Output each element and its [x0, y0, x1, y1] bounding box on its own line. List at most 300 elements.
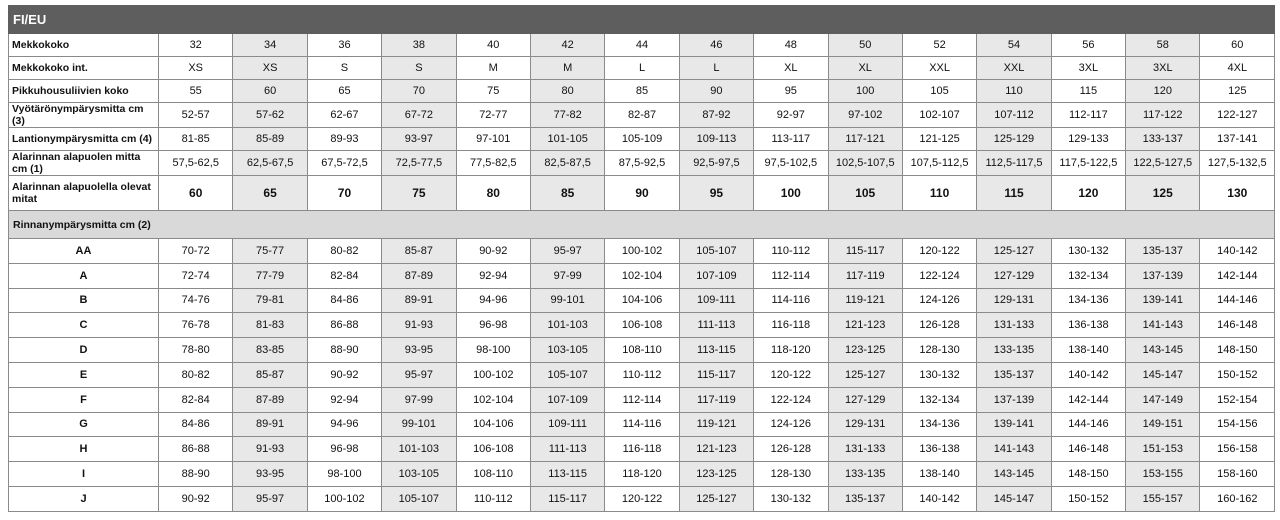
table-cell: 94-96 — [307, 412, 381, 437]
table-cell: M — [530, 57, 604, 80]
table-cell: 142-144 — [1051, 387, 1125, 412]
table-cell: 85-87 — [233, 362, 307, 387]
table-cell: 96-98 — [307, 437, 381, 462]
cup-label: C — [9, 313, 159, 338]
table-cell: 54 — [977, 34, 1051, 57]
table-cell: 90-92 — [159, 486, 233, 511]
table-cell: 80-82 — [307, 239, 381, 264]
table-cell: 110-112 — [605, 362, 679, 387]
table-cell: 110-112 — [754, 239, 828, 264]
table-cell: 82,5-87,5 — [530, 151, 604, 176]
table-cell: 75-77 — [233, 239, 307, 264]
table-cell: 118-120 — [754, 338, 828, 363]
table-cell: 93-95 — [233, 462, 307, 487]
table-cell: 95 — [679, 176, 753, 211]
table-cell: 78-80 — [159, 338, 233, 363]
table-cell: 139-141 — [1126, 288, 1200, 313]
table-cell: 140-142 — [1200, 239, 1275, 264]
table-cell: 107,5-112,5 — [902, 151, 976, 176]
table-cell: 114-116 — [605, 412, 679, 437]
table-cell: 86-88 — [159, 437, 233, 462]
row-label: Lantionympärysmitta cm (4) — [9, 128, 159, 151]
table-cell: 80 — [456, 176, 530, 211]
table-cell: 108-110 — [605, 338, 679, 363]
table-cell: 36 — [307, 34, 381, 57]
section-label: Rinnanympärysmitta cm (2) — [9, 211, 1275, 239]
table-cell: 82-84 — [307, 263, 381, 288]
table-cell: 127-129 — [977, 263, 1051, 288]
table-cell: XXL — [902, 57, 976, 80]
table-cell: 72-77 — [456, 103, 530, 128]
table-cell: 123-125 — [679, 462, 753, 487]
cup-row — [9, 462, 1275, 487]
table-cell: 125 — [1200, 80, 1275, 103]
table-cell: 90 — [605, 176, 679, 211]
table-cell: 85-87 — [382, 239, 456, 264]
table-cell: 131-133 — [828, 437, 902, 462]
table-cell: 97-102 — [828, 103, 902, 128]
table-cell: 144-146 — [1051, 412, 1125, 437]
table-cell: S — [307, 57, 381, 80]
table-cell: 124-126 — [754, 412, 828, 437]
table-cell: 110 — [902, 176, 976, 211]
table-cell: 129-131 — [828, 412, 902, 437]
table-cell: 119-121 — [828, 288, 902, 313]
table-cell: 75 — [382, 176, 456, 211]
table-cell: 91-93 — [233, 437, 307, 462]
table-cell: 65 — [307, 80, 381, 103]
table-cell: 102,5-107,5 — [828, 151, 902, 176]
table-cell: 155-157 — [1126, 486, 1200, 511]
table-cell: 102-104 — [605, 263, 679, 288]
table-cell: 103-105 — [382, 462, 456, 487]
table-cell: 148-150 — [1200, 338, 1275, 363]
table-cell: 154-156 — [1200, 412, 1275, 437]
table-title: FI/EU — [9, 6, 1275, 34]
table-cell: 156-158 — [1200, 437, 1275, 462]
table-cell: 129-131 — [977, 288, 1051, 313]
table-cell: 101-103 — [382, 437, 456, 462]
table-cell: 145-147 — [1126, 362, 1200, 387]
table-cell: 126-128 — [754, 437, 828, 462]
cup-row — [9, 387, 1275, 412]
table-cell: 152-154 — [1200, 387, 1275, 412]
table-cell: 99-101 — [382, 412, 456, 437]
table-cell: 125-129 — [977, 128, 1051, 151]
table-cell: 67-72 — [382, 103, 456, 128]
table-cell: 116-118 — [605, 437, 679, 462]
table-cell: 143-145 — [977, 462, 1051, 487]
table-cell: 120-122 — [754, 362, 828, 387]
table-cell: 118-120 — [605, 462, 679, 487]
table-cell: 89-91 — [382, 288, 456, 313]
table-cell: 60 — [233, 80, 307, 103]
table-cell: 117-119 — [679, 387, 753, 412]
row-label: Alarinnan alapuolella olevat mitat — [9, 176, 159, 211]
table-cell: 144-146 — [1200, 288, 1275, 313]
table-cell: 40 — [456, 34, 530, 57]
table-cell: 109-111 — [530, 412, 604, 437]
table-cell: 88-90 — [307, 338, 381, 363]
table-cell: 62,5-67,5 — [233, 151, 307, 176]
table-cell: 93-95 — [382, 338, 456, 363]
table-cell: 107-112 — [977, 103, 1051, 128]
table-row — [9, 103, 1275, 128]
table-cell: S — [382, 57, 456, 80]
table-cell: 117-122 — [1126, 103, 1200, 128]
table-cell: 131-133 — [977, 313, 1051, 338]
table-cell: 65 — [233, 176, 307, 211]
table-cell: 32 — [159, 34, 233, 57]
table-cell: 101-103 — [530, 313, 604, 338]
table-cell: 95-97 — [382, 362, 456, 387]
table-cell: 108-110 — [456, 462, 530, 487]
table-cell: 135-137 — [1126, 239, 1200, 264]
size-chart — [8, 5, 1274, 512]
table-cell: 145-147 — [977, 486, 1051, 511]
table-cell: 117,5-122,5 — [1051, 151, 1125, 176]
table-cell: 134-136 — [902, 412, 976, 437]
cup-row — [9, 288, 1275, 313]
table-cell: 42 — [530, 34, 604, 57]
table-cell: 55 — [159, 80, 233, 103]
cup-row — [9, 338, 1275, 363]
size-table — [8, 5, 1275, 512]
cup-row — [9, 239, 1275, 264]
table-cell: 110-112 — [456, 486, 530, 511]
table-cell: 91-93 — [382, 313, 456, 338]
table-cell: 112,5-117,5 — [977, 151, 1051, 176]
table-cell: 94-96 — [456, 288, 530, 313]
table-cell: 80-82 — [159, 362, 233, 387]
table-cell: 104-106 — [605, 288, 679, 313]
table-cell: 117-119 — [828, 263, 902, 288]
table-cell: 105-107 — [382, 486, 456, 511]
table-cell: 57-62 — [233, 103, 307, 128]
table-cell: 104-106 — [456, 412, 530, 437]
table-cell: 44 — [605, 34, 679, 57]
table-cell: 3XL — [1126, 57, 1200, 80]
table-cell: 100 — [828, 80, 902, 103]
table-cell: M — [456, 57, 530, 80]
table-cell: 97-101 — [456, 128, 530, 151]
table-cell: 60 — [1200, 34, 1275, 57]
table-cell: 148-150 — [1051, 462, 1125, 487]
cup-label: A — [9, 263, 159, 288]
table-cell: 74-76 — [159, 288, 233, 313]
table-cell: 135-137 — [828, 486, 902, 511]
table-cell: 97,5-102,5 — [754, 151, 828, 176]
table-cell: 132-134 — [902, 387, 976, 412]
table-cell: XS — [159, 57, 233, 80]
row-label: Alarinnan alapuolen mitta cm (1) — [9, 151, 159, 176]
cup-label: B — [9, 288, 159, 313]
table-cell: 90-92 — [456, 239, 530, 264]
table-cell: 99-101 — [530, 288, 604, 313]
table-cell: 90-92 — [307, 362, 381, 387]
row-label: Mekkokoko int. — [9, 57, 159, 80]
table-cell: 70 — [307, 176, 381, 211]
table-cell: 81-85 — [159, 128, 233, 151]
table-cell: 141-143 — [1126, 313, 1200, 338]
table-cell: 127-129 — [828, 387, 902, 412]
table-cell: 125 — [1126, 176, 1200, 211]
table-cell: 160-162 — [1200, 486, 1275, 511]
table-cell: 123-125 — [828, 338, 902, 363]
table-cell: 87-89 — [382, 263, 456, 288]
table-cell: 86-88 — [307, 313, 381, 338]
table-cell: 150-152 — [1051, 486, 1125, 511]
section-row — [9, 211, 1275, 239]
table-cell: 52 — [902, 34, 976, 57]
table-cell: 100-102 — [456, 362, 530, 387]
table-cell: 95 — [754, 80, 828, 103]
table-cell: 34 — [233, 34, 307, 57]
table-cell: 70 — [382, 80, 456, 103]
table-cell: 111-113 — [679, 313, 753, 338]
table-cell: 115 — [1051, 80, 1125, 103]
table-cell: 130-132 — [1051, 239, 1125, 264]
table-cell: XL — [828, 57, 902, 80]
table-cell: 3XL — [1051, 57, 1125, 80]
table-cell: 82-84 — [159, 387, 233, 412]
table-cell: 100-102 — [307, 486, 381, 511]
table-cell: L — [679, 57, 753, 80]
table-cell: 133-137 — [1126, 128, 1200, 151]
table-cell: 125-127 — [679, 486, 753, 511]
cup-label: F — [9, 387, 159, 412]
cup-row — [9, 313, 1275, 338]
table-cell: 95-97 — [530, 239, 604, 264]
table-cell: 114-116 — [754, 288, 828, 313]
table-cell: 62-67 — [307, 103, 381, 128]
cup-label: D — [9, 338, 159, 363]
table-cell: 105 — [828, 176, 902, 211]
table-cell: L — [605, 57, 679, 80]
table-row — [9, 57, 1275, 80]
table-cell: 83-85 — [233, 338, 307, 363]
table-cell: 109-113 — [679, 128, 753, 151]
table-cell: 38 — [382, 34, 456, 57]
table-cell: 120 — [1051, 176, 1125, 211]
table-row — [9, 80, 1275, 103]
table-cell: 120-122 — [605, 486, 679, 511]
table-cell: 124-126 — [902, 288, 976, 313]
table-cell: 149-151 — [1126, 412, 1200, 437]
row-label: Pikkuhousuliivien koko — [9, 80, 159, 103]
table-cell: 105-107 — [530, 362, 604, 387]
table-cell: 109-111 — [679, 288, 753, 313]
table-cell: 98-100 — [307, 462, 381, 487]
table-cell: 113-117 — [754, 128, 828, 151]
table-cell: 46 — [679, 34, 753, 57]
table-cell: 120 — [1126, 80, 1200, 103]
table-cell: 137-141 — [1200, 128, 1275, 151]
table-cell: 140-142 — [902, 486, 976, 511]
table-cell: 151-153 — [1126, 437, 1200, 462]
table-cell: 133-135 — [828, 462, 902, 487]
table-row — [9, 34, 1275, 57]
cup-label: E — [9, 362, 159, 387]
table-cell: 50 — [828, 34, 902, 57]
cup-row — [9, 362, 1275, 387]
table-cell: 121-125 — [902, 128, 976, 151]
table-cell: 52-57 — [159, 103, 233, 128]
table-cell: 58 — [1126, 34, 1200, 57]
table-cell: 92-94 — [307, 387, 381, 412]
table-cell: 141-143 — [977, 437, 1051, 462]
table-cell: 134-136 — [1051, 288, 1125, 313]
table-cell: 133-135 — [977, 338, 1051, 363]
table-cell: 103-105 — [530, 338, 604, 363]
table-cell: 139-141 — [977, 412, 1051, 437]
table-cell: 122,5-127,5 — [1126, 151, 1200, 176]
table-cell: 129-133 — [1051, 128, 1125, 151]
table-cell: 92,5-97,5 — [679, 151, 753, 176]
table-cell: 135-137 — [977, 362, 1051, 387]
table-cell: 106-108 — [456, 437, 530, 462]
table-cell: 84-86 — [159, 412, 233, 437]
table-cell: 80 — [530, 80, 604, 103]
cup-row — [9, 486, 1275, 511]
table-cell: 112-114 — [605, 387, 679, 412]
table-cell: 87-92 — [679, 103, 753, 128]
table-cell: 143-145 — [1126, 338, 1200, 363]
table-cell: 126-128 — [902, 313, 976, 338]
cup-row — [9, 437, 1275, 462]
table-cell: 97-99 — [530, 263, 604, 288]
table-cell: 136-138 — [902, 437, 976, 462]
table-cell: 48 — [754, 34, 828, 57]
title-row — [9, 6, 1275, 34]
cup-label: AA — [9, 239, 159, 264]
table-cell: 122-124 — [754, 387, 828, 412]
table-cell: 85 — [605, 80, 679, 103]
table-cell: 96-98 — [456, 313, 530, 338]
table-cell: 121-123 — [679, 437, 753, 462]
table-cell: 125-127 — [977, 239, 1051, 264]
table-cell: XL — [754, 57, 828, 80]
table-row — [9, 128, 1275, 151]
table-cell: 150-152 — [1200, 362, 1275, 387]
table-cell: 101-105 — [530, 128, 604, 151]
table-cell: 77-79 — [233, 263, 307, 288]
table-cell: 136-138 — [1051, 313, 1125, 338]
table-cell: 138-140 — [1051, 338, 1125, 363]
table-cell: 107-109 — [530, 387, 604, 412]
table-cell: 125-127 — [828, 362, 902, 387]
table-cell: 81-83 — [233, 313, 307, 338]
table-cell: 128-130 — [754, 462, 828, 487]
table-cell: 115 — [977, 176, 1051, 211]
table-cell: 106-108 — [605, 313, 679, 338]
table-cell: 89-91 — [233, 412, 307, 437]
table-cell: XS — [233, 57, 307, 80]
table-cell: 92-94 — [456, 263, 530, 288]
table-cell: 128-130 — [902, 338, 976, 363]
table-cell: 84-86 — [307, 288, 381, 313]
table-cell: 147-149 — [1126, 387, 1200, 412]
table-cell: 60 — [159, 176, 233, 211]
table-cell: XXL — [977, 57, 1051, 80]
row-label: Vyötärönympärysmitta cm (3) — [9, 103, 159, 128]
table-cell: 95-97 — [233, 486, 307, 511]
table-cell: 140-142 — [1051, 362, 1125, 387]
table-cell: 119-121 — [679, 412, 753, 437]
table-cell: 57,5-62,5 — [159, 151, 233, 176]
table-cell: 88-90 — [159, 462, 233, 487]
cup-label: H — [9, 437, 159, 462]
table-cell: 153-155 — [1126, 462, 1200, 487]
cup-label: J — [9, 486, 159, 511]
table-cell: 70-72 — [159, 239, 233, 264]
table-cell: 100 — [754, 176, 828, 211]
table-row — [9, 176, 1275, 211]
table-cell: 93-97 — [382, 128, 456, 151]
table-cell: 102-104 — [456, 387, 530, 412]
table-cell: 130-132 — [754, 486, 828, 511]
table-cell: 127,5-132,5 — [1200, 151, 1275, 176]
table-cell: 121-123 — [828, 313, 902, 338]
table-cell: 4XL — [1200, 57, 1275, 80]
table-cell: 77-82 — [530, 103, 604, 128]
cup-label: I — [9, 462, 159, 487]
row-label: Mekkokoko — [9, 34, 159, 57]
table-cell: 130 — [1200, 176, 1275, 211]
table-cell: 137-139 — [1126, 263, 1200, 288]
table-cell: 146-148 — [1200, 313, 1275, 338]
table-cell: 111-113 — [530, 437, 604, 462]
table-cell: 158-160 — [1200, 462, 1275, 487]
table-cell: 115-117 — [828, 239, 902, 264]
table-cell: 115-117 — [530, 486, 604, 511]
table-cell: 130-132 — [902, 362, 976, 387]
table-cell: 138-140 — [902, 462, 976, 487]
cup-label: G — [9, 412, 159, 437]
table-cell: 97-99 — [382, 387, 456, 412]
table-cell: 137-139 — [977, 387, 1051, 412]
table-cell: 67,5-72,5 — [307, 151, 381, 176]
table-cell: 115-117 — [679, 362, 753, 387]
table-cell: 102-107 — [902, 103, 976, 128]
cup-row — [9, 412, 1275, 437]
table-cell: 110 — [977, 80, 1051, 103]
table-cell: 122-127 — [1200, 103, 1275, 128]
table-cell: 79-81 — [233, 288, 307, 313]
table-cell: 122-124 — [902, 263, 976, 288]
table-cell: 72,5-77,5 — [382, 151, 456, 176]
table-cell: 90 — [679, 80, 753, 103]
cup-row — [9, 263, 1275, 288]
table-cell: 113-115 — [679, 338, 753, 363]
table-cell: 85-89 — [233, 128, 307, 151]
table-cell: 75 — [456, 80, 530, 103]
table-cell: 107-109 — [679, 263, 753, 288]
table-cell: 56 — [1051, 34, 1125, 57]
table-cell: 76-78 — [159, 313, 233, 338]
table-cell: 116-118 — [754, 313, 828, 338]
table-cell: 105 — [902, 80, 976, 103]
table-cell: 112-117 — [1051, 103, 1125, 128]
table-cell: 87-89 — [233, 387, 307, 412]
table-cell: 92-97 — [754, 103, 828, 128]
table-cell: 117-121 — [828, 128, 902, 151]
table-cell: 146-148 — [1051, 437, 1125, 462]
table-cell: 82-87 — [605, 103, 679, 128]
table-cell: 72-74 — [159, 263, 233, 288]
table-cell: 132-134 — [1051, 263, 1125, 288]
table-cell: 105-107 — [679, 239, 753, 264]
